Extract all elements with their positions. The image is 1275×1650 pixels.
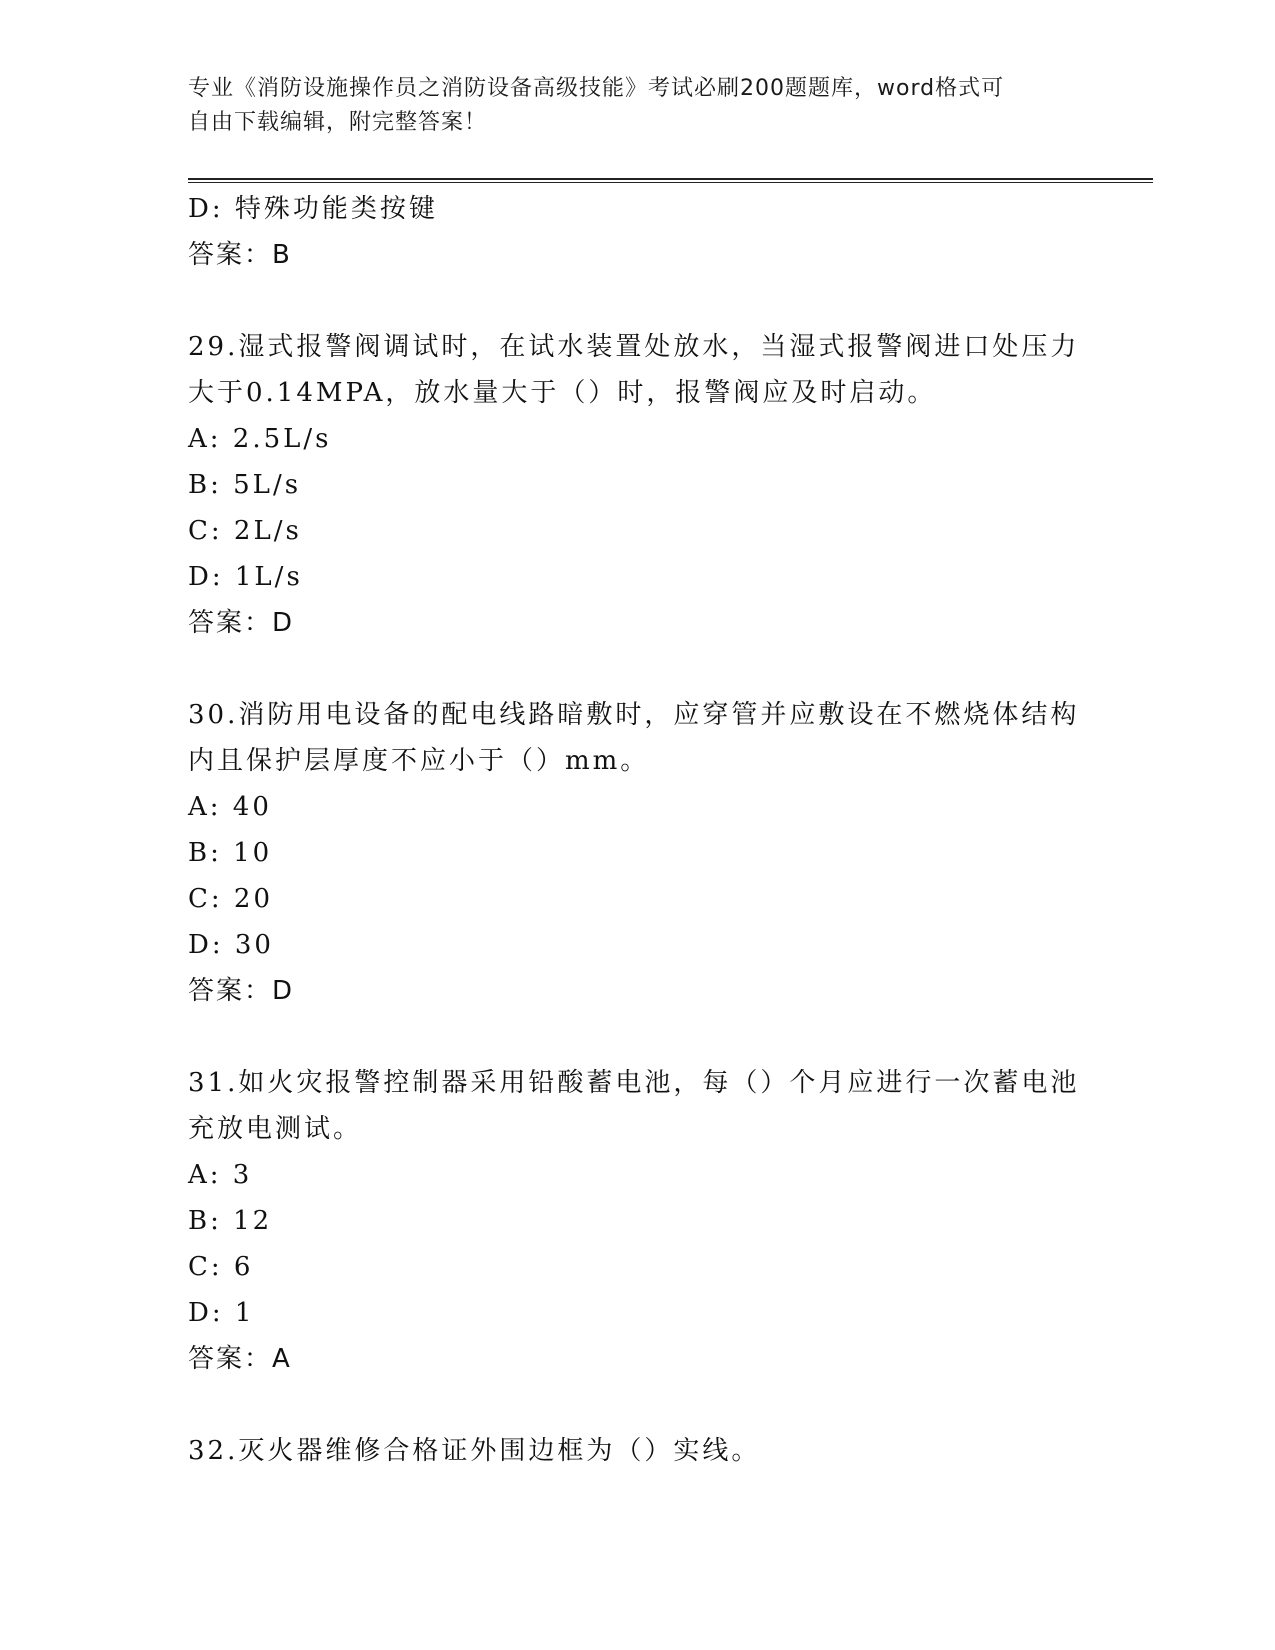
option-d: D: 30 [188, 930, 274, 960]
answer: 答案：A [188, 1344, 292, 1374]
question-28 [188, 186, 1088, 278]
option-d: D: 1L/s [188, 562, 303, 592]
question-stem: 充放电测试。 [188, 1114, 363, 1144]
spacer [188, 646, 1088, 692]
question-32 [188, 1428, 1088, 1474]
question-29 [188, 324, 1088, 646]
answer: 答案：B [188, 240, 292, 270]
spacer [188, 1014, 1088, 1060]
option-b: B: 12 [188, 1206, 273, 1236]
page-header [188, 72, 1068, 140]
header-line-1: 专业《消防设施操作员之消防设备高级技能》考试必刷200题题库，word格式可 [188, 76, 1005, 101]
option-c: C: 20 [188, 884, 274, 914]
question-stem: 大于0.14MPA，放水量大于（）时，报警阀应及时启动。 [188, 378, 937, 408]
question-stem: 29.湿式报警阀调试时，在试水装置处放水，当湿式报警阀进口处压力 [188, 332, 1080, 362]
option-c: C: 2L/s [188, 516, 302, 546]
spacer [188, 278, 1088, 324]
question-31 [188, 1060, 1088, 1382]
option-d: D: 特殊功能类按键 [188, 194, 438, 224]
option-a: A: 2.5L/s [188, 424, 332, 454]
option-a: A: 40 [188, 792, 272, 822]
question-list [188, 186, 1088, 1474]
question-30 [188, 692, 1088, 1014]
option-b: B: 10 [188, 838, 273, 868]
question-stem: 31.如火灾报警控制器采用铅酸蓄电池，每（）个月应进行一次蓄电池 [188, 1068, 1080, 1098]
answer: 答案：D [188, 976, 295, 1006]
question-stem: 32.灭火器维修合格证外围边框为（）实线。 [188, 1436, 761, 1466]
question-stem: 30.消防用电设备的配电线路暗敷时，应穿管并应敷设在不燃烧体结构 [188, 700, 1080, 730]
answer: 答案：D [188, 608, 295, 638]
header-divider [188, 178, 1153, 183]
question-stem: 内且保护层厚度不应小于（）mm。 [188, 746, 650, 776]
option-c: C: 6 [188, 1252, 254, 1282]
header-line-2: 自由下载编辑，附完整答案！ [188, 110, 488, 135]
option-a: A: 3 [188, 1160, 253, 1190]
option-b: B: 5L/s [188, 470, 302, 500]
spacer [188, 1382, 1088, 1428]
option-d: D: 1 [188, 1298, 255, 1328]
